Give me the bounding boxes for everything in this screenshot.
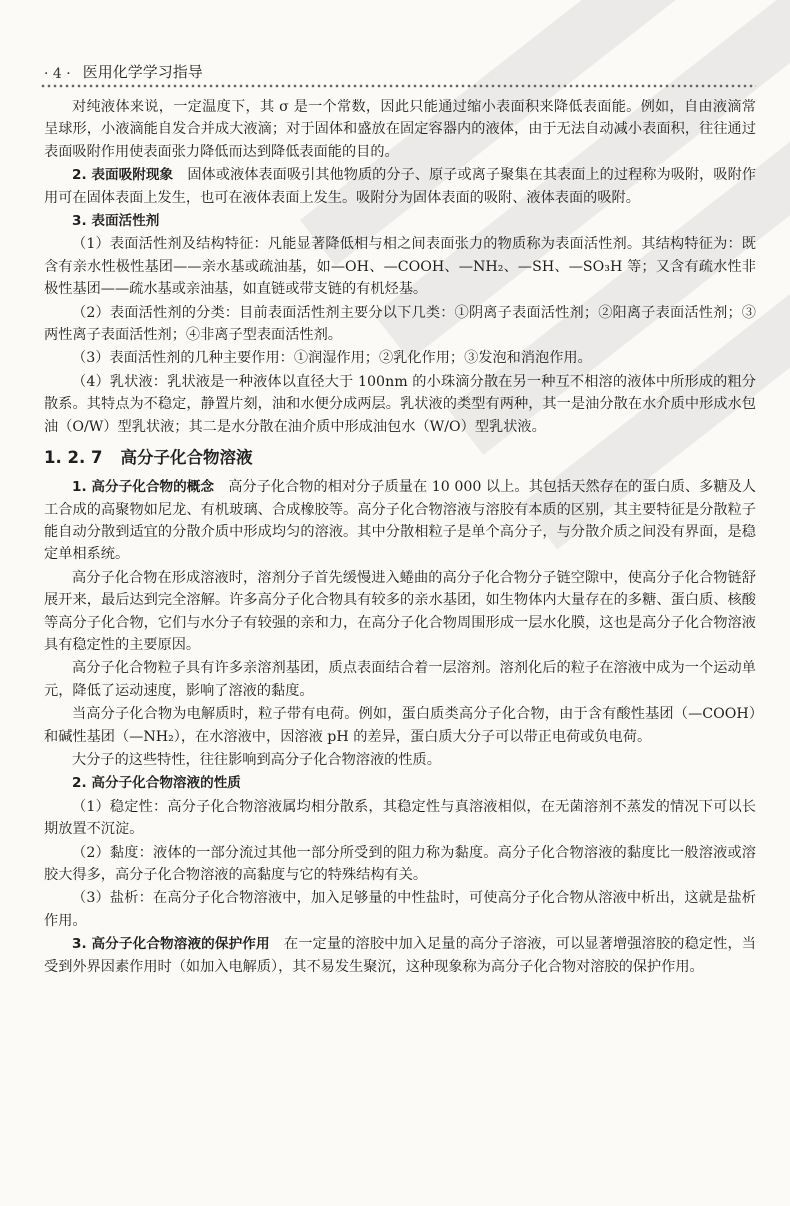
paragraph: （4）乳状液：乳状液是一种液体以直径大于 100nm 的小珠滴分散在另一种互不相溶的液体中所形成的粗分散系。其特点为不稳定，静置片刻，油和水便分成两层。乳状液的类型有两种，其一是油分散在水介质中形成水包油（O/W）型乳状液；其二是水分散在油介质中形成油包水（W/O）型乳状液。 bbox=[44, 373, 756, 435]
paragraph-body: 在一定量的溶胶中加入足量的高分子溶液，可以显著增强溶胶的稳定性，当受到外界因素作用时（如加入电解质），其不易发生聚沉，这种现象称为高分子化合物对溶胶的保护作用。 bbox=[44, 936, 756, 975]
subheading: 2. 表面吸附现象 bbox=[72, 167, 174, 184]
subheading: 3. 高分子化合物溶液的保护作用 bbox=[72, 936, 270, 953]
paragraph: （3）盐析：在高分子化合物溶液中，加入足够量的中性盐时，可使高分子化合物从溶液中析出，这就是盐析作用。 bbox=[44, 890, 756, 929]
paragraph: （3）表面活性剂的几种主要作用：①润湿作用；②乳化作用；③发泡和消泡作用。 bbox=[72, 350, 592, 367]
paragraph bbox=[44, 164, 756, 209]
page-header bbox=[44, 58, 756, 82]
paragraph: （2）表面活性剂的分类：目前表面活性剂主要分以下几类：①阴离子表面活性剂；②阳离子表面活性剂；③两性离子表面活性剂；④非离子型表面活性剂。 bbox=[44, 304, 756, 344]
subheading: 2. 高分子化合物溶液的性质 bbox=[72, 775, 241, 792]
paragraph: （1）表面活性剂及结构特征：凡能显著降低相与相之间表面张力的物质称为表面活性剂。其结构特征为：既含有亲水性极性基团——亲水基或疏油基，如—OH、—COOH、—NH₂、—SH、—SO₃H 等；又含有疏水性非极性基团——疏水基或亲油基，如直链或带支链的有机烃基。 bbox=[44, 236, 756, 298]
subheading: 1. 高分子化合物的概念 bbox=[72, 479, 214, 496]
running-title: 医用化学学习指导 bbox=[82, 63, 203, 81]
page-number: · 4 · bbox=[44, 66, 71, 82]
section-number: 1. 2. 7 bbox=[44, 448, 103, 468]
paragraph: 当高分子化合物为电解质时，粒子带有电荷。例如，蛋白质类高分子化合物，由于含有酸性基团（—COOH）和碱性基团（—NH₂），在水溶液中，因溶液 pH 的差异，蛋白质大分子可以带正电荷或负电荷。 bbox=[44, 706, 756, 745]
main-text bbox=[44, 96, 756, 979]
paragraph-body: 高分子化合物的相对分子质量在 10 000 以上。其包括天然存在的蛋白质、多糖及人工合成的高聚物如尼龙、有机玻璃、合成橡胶等。高分子化合物溶液与溶胶有本质的区别，其主要特征是分散粒子能自动分散到适宜的分散介质中形成均匀的溶液。其中分散相粒子是单个高分子，与分散介质之间没有界面，是稳定单相系统。 bbox=[44, 479, 756, 563]
paragraph bbox=[44, 476, 756, 566]
paragraph bbox=[44, 772, 756, 794]
header-rule bbox=[40, 83, 756, 89]
paragraph: 对纯液体来说，一定温度下，其 σ 是一个常数，因此只能通过缩小表面积来降低表面能。例如，自由液滴常呈球形，小液滴能自发合并成大液滴；对于固体和盛放在固定容器内的液体，由于无法自动减小表面积，往往通过表面吸附作用使表面张力降低而达到降低表面能的目的。 bbox=[44, 99, 756, 160]
paragraph bbox=[44, 210, 756, 232]
paragraph: 高分子化合物粒子具有许多亲溶剂基团，质点表面结合着一层溶剂。溶剂化后的粒子在溶液中成为一个运动单元，降低了运动速度，影响了溶液的黏度。 bbox=[44, 660, 756, 699]
subheading: 3. 表面活性剂 bbox=[72, 213, 160, 230]
paragraph: 大分子的这些特性，往往影响到高分子化合物溶液的性质。 bbox=[72, 751, 441, 768]
section-title: 高分子化合物溶液 bbox=[120, 448, 253, 468]
section-heading bbox=[44, 446, 756, 470]
paragraph bbox=[44, 933, 756, 978]
paragraph: （1）稳定性：高分子化合物溶液属均相分散系，其稳定性与真溶液相似，在无菌溶剂不蒸发的情况下可以长期放置不沉淀。 bbox=[44, 798, 756, 838]
paragraph-body: 固体或液体表面吸引其他物质的分子、原子或离子聚集在其表面上的过程称为吸附，吸附作用可在固体表面上发生，也可在液体表面上发生。吸附分为固体表面的吸附、液体表面的吸附。 bbox=[44, 167, 756, 206]
paragraph: （2）黏度：液体的一部分流过其他一部分所受到的阻力称为黏度。高分子化合物溶液的黏度比一般溶液或溶胶大得多，高分子化合物溶液的高黏度与它的特殊结构有关。 bbox=[44, 844, 756, 883]
paragraph: 高分子化合物在形成溶液时，溶剂分子首先缓慢进入蜷曲的高分子化合物分子链空隙中，使高分子化合物链舒展开来，最后达到完全溶解。许多高分子化合物具有较多的亲水基团，如生物体内大量存在的多糖、蛋白质、核酸等高分子化合物，它们与水分子有较强的亲和力，在高分子化合物周围形成一层水化膜，这也是高分子化合物溶液具有稳定性的主要原因。 bbox=[44, 569, 756, 653]
